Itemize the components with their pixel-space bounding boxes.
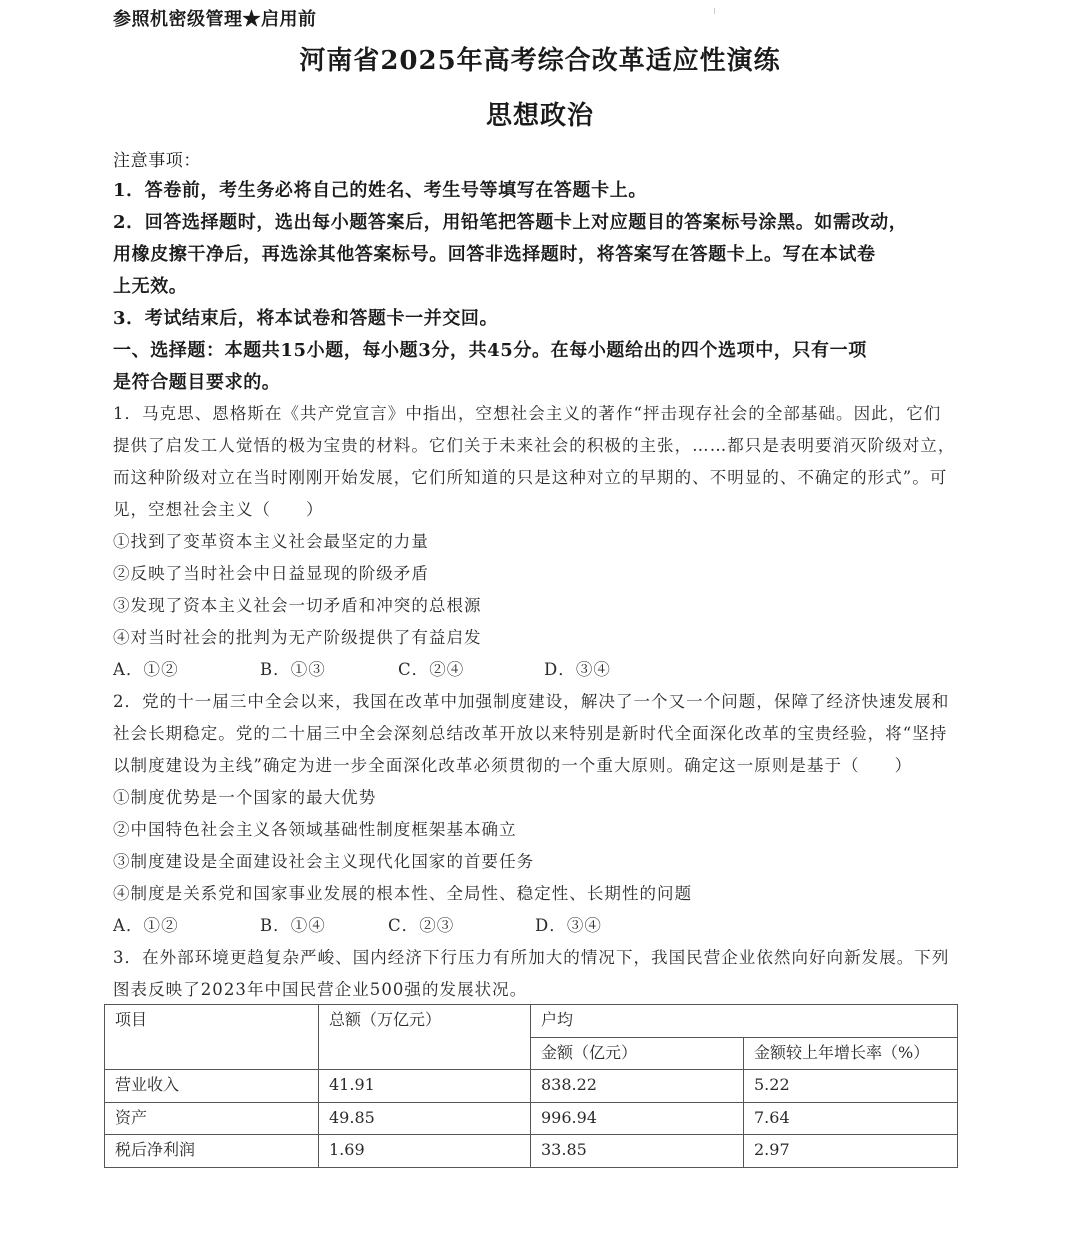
table-header-row-1 [105,1005,958,1038]
q2-statement-3: ③制度建设是全面建设社会主义现代化国家的首要任务 [113,852,535,871]
q2-statement-1: ①制度优势是一个国家的最大优势 [113,788,377,807]
section-instructions-line-2: 是符合题目要求的。 [113,372,281,393]
q1-statement-1: ①找到了变革资本主义社会最坚定的力量 [113,532,429,551]
table-row [105,1135,958,1168]
q2-stem-line-2: 社会长期稳定。党的二十届三中全会深刻总结改革开放以来特别是新时代全面深化改革的宝贵经验，将“坚持 [113,724,948,743]
header-total: 总额（万亿元） [319,1005,531,1070]
confidential-mark: 参照机密级管理★启用前 [113,9,317,30]
q2-options [0,912,1080,936]
enterprise-data-table [104,1004,958,1168]
row-amount: 996.94 [531,1103,744,1135]
q1-stem-line-4: 见，空想社会主义（ ） [113,500,324,519]
q1-statement-2: ②反映了当时社会中日益显现的阶级矛盾 [113,564,429,583]
q2-option-d[interactable]: D．③④ [535,916,602,935]
q2-statement-2: ②中国特色社会主义各领域基础性制度框架基本确立 [113,820,517,839]
header-amount: 金额（亿元） [531,1038,744,1070]
header-item: 项目 [105,1005,319,1070]
notice-item-2-line-3: 上无效。 [113,276,188,297]
row-total: 1.69 [319,1135,531,1168]
q1-stem-line-1: 1．马克思、恩格斯在《共产党宣言》中指出，空想社会主义的著作“抨击现存社会的全部基础。因此，它们 [113,404,942,423]
notice-heading: 注意事项： [113,151,201,171]
q2-option-b[interactable]: B．①④ [260,916,326,935]
q3-stem-line-2: 图表反映了2023年中国民营企业500强的发展状况。 [113,980,528,999]
table-row [105,1070,958,1103]
q2-option-c[interactable]: C．②③ [388,916,455,935]
q1-options [0,656,1080,680]
header-growth: 金额较上年增长率（%） [744,1038,958,1070]
scan-speck [714,8,715,14]
notice-item-2-line-1: 2．回答选择题时，选出每小题答案后，用铅笔把答题卡上对应题目的答案标号涂黑。如需改动， [113,212,908,233]
notice-item-3: 3．考试结束后，将本试卷和答题卡一并交回。 [113,308,499,329]
q1-statement-3: ③发现了资本主义社会一切矛盾和冲突的总根源 [113,596,482,615]
exam-subject: 思想政治 [485,101,594,131]
row-item: 税后净利润 [105,1135,319,1168]
row-total: 41.91 [319,1070,531,1103]
q2-statement-4: ④制度是关系党和国家事业发展的根本性、全局性、稳定性、长期性的问题 [113,884,693,903]
q1-stem-line-3: 而这种阶级对立在当时刚刚开始发展，它们所知道的只是这种对立的早期的、不明显的、不确定的形式”。可 [113,468,948,487]
q1-statement-4: ④对当时社会的批判为无产阶级提供了有益启发 [113,628,482,647]
section-instructions-line-1: 一、选择题：本题共15小题，每小题3分，共45分。在每小题给出的四个选项中，只有一项 [113,340,867,361]
exam-title: 河南省2025年高考综合改革适应性演练 [299,46,781,76]
notice-item-2-line-2: 用橡皮擦干净后，再选涂其他答案标号。回答非选择题时，将答案写在答题卡上。写在本试卷 [113,244,876,265]
q3-stem-line-1: 3．在外部环境更趋复杂严峻、国内经济下行压力有所加大的情况下，我国民营企业依然向好向新发展。下列 [113,948,950,967]
row-total: 49.85 [319,1103,531,1135]
row-growth: 7.64 [744,1103,958,1135]
q1-stem-line-2: 提供了启发工人觉悟的极为宝贵的材料。它们关于未来社会的积极的主张，……都只是表明要消灭阶级对立， [113,436,956,455]
q1-option-d[interactable]: D．③④ [544,660,611,679]
row-growth: 2.97 [744,1135,958,1168]
notice-item-1: 1．答卷前，考生务必将自己的姓名、考生号等填写在答题卡上。 [113,180,647,201]
q1-option-c[interactable]: C．②④ [398,660,465,679]
q2-stem-line-3: 以制度建设为主线”确定为进一步全面深化改革必须贯彻的一个重大原则。确定这一原则是基于（ ） [113,756,913,775]
header-per-firm: 户均 [531,1005,958,1038]
q1-option-b[interactable]: B．①③ [260,660,326,679]
table-row [105,1103,958,1135]
q2-stem-line-1: 2．党的十一届三中全会以来，我国在改革中加强制度建设，解决了一个又一个问题，保障了经济快速发展和 [113,692,950,711]
row-item: 资产 [105,1103,319,1135]
q2-option-a[interactable]: A．①② [113,916,179,935]
row-amount: 838.22 [531,1070,744,1103]
q1-option-a[interactable]: A．①② [113,660,179,679]
row-growth: 5.22 [744,1070,958,1103]
row-amount: 33.85 [531,1135,744,1168]
row-item: 营业收入 [105,1070,319,1103]
